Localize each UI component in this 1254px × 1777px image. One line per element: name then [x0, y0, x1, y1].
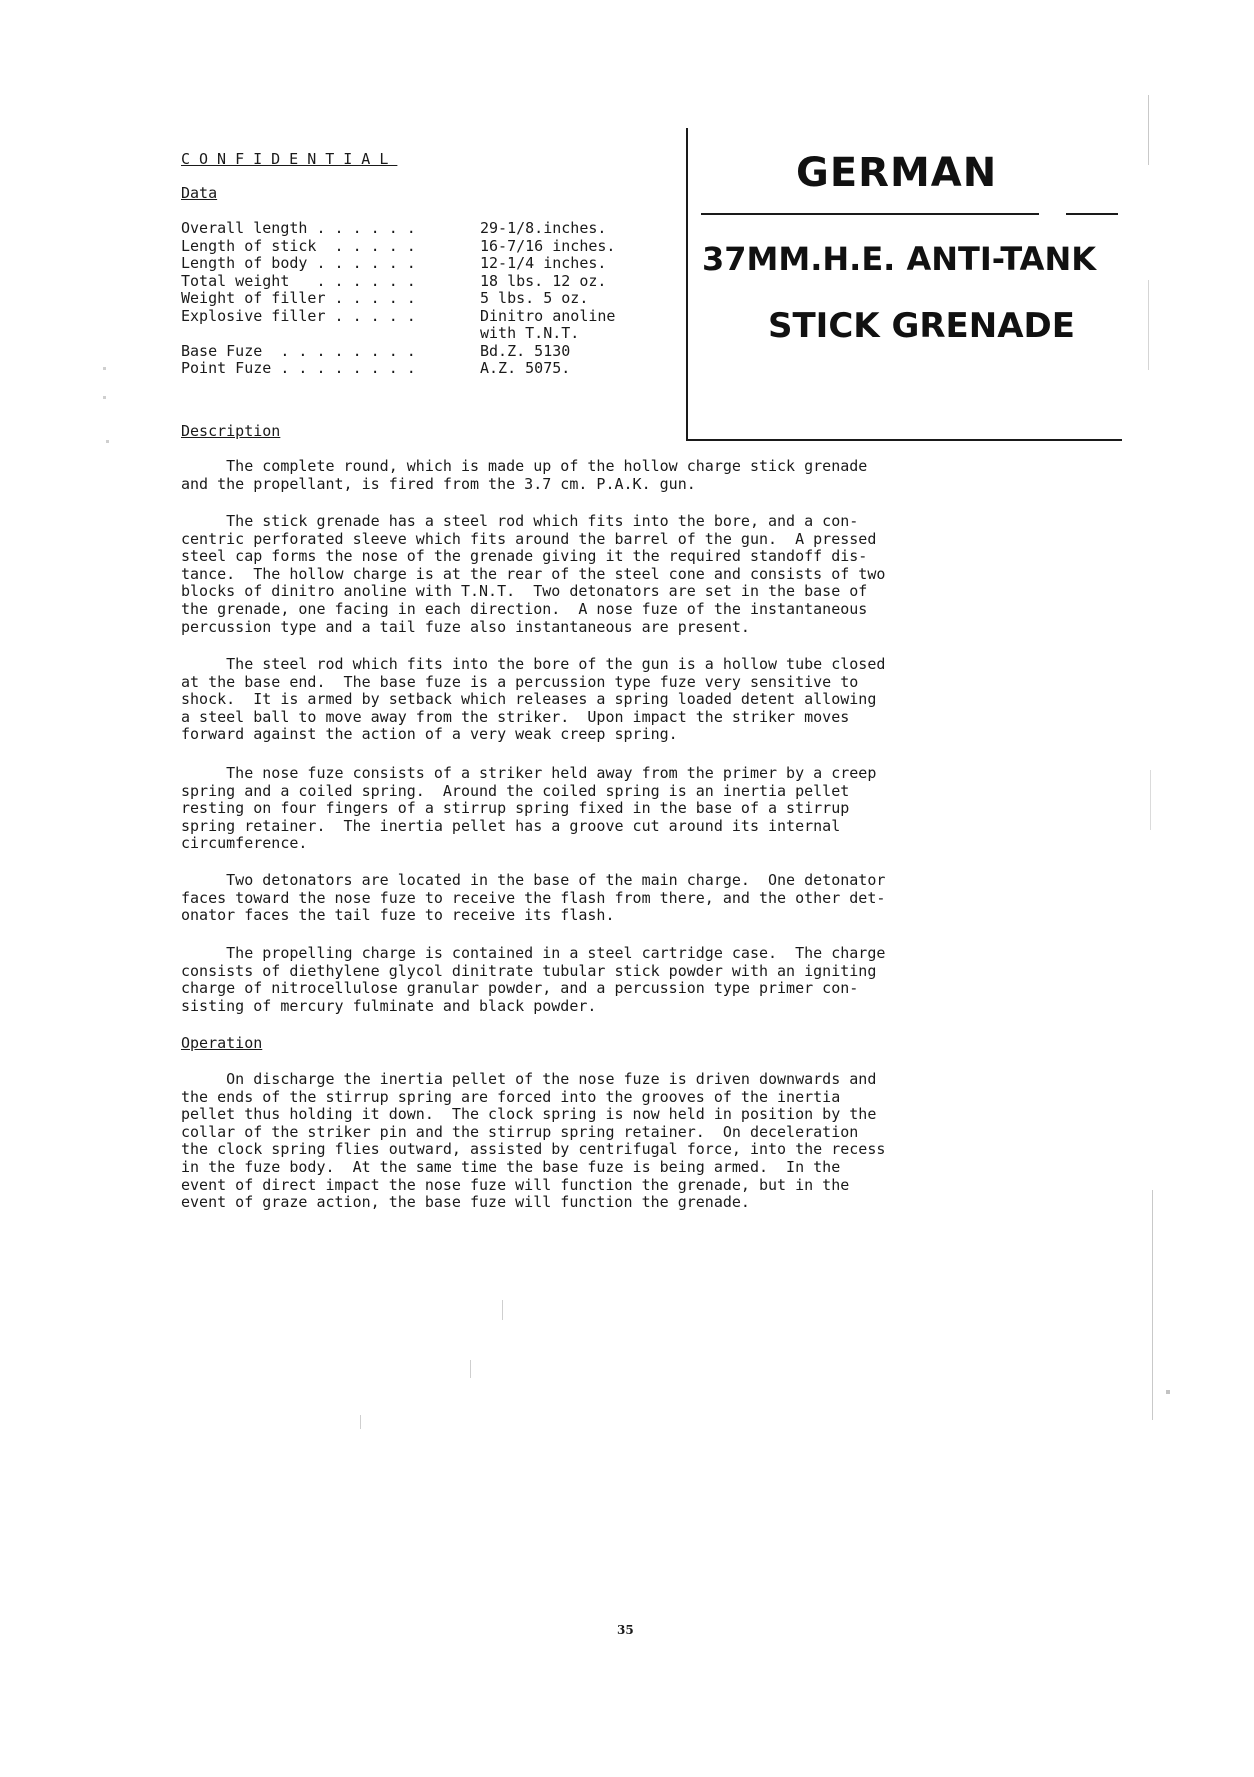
description-heading: Description: [181, 422, 281, 440]
spec-value: A.Z. 5075.: [480, 359, 571, 377]
spec-label: [181, 325, 480, 343]
description-paragraph: The nose fuze consists of a striker held away from the primer by a creep spring and a coiled spring. Around the coiled spring is an inertia pellet resting on four fingers of a stirrup spring fixed in the base of a stirrup spring retainer. The inertia pellet has a groove cut around its internal circumference.: [181, 764, 877, 853]
classification-label: CONFIDENTIAL: [181, 150, 398, 168]
title-rule-short: [1066, 213, 1118, 215]
title-munition-type: 37MM.H.E. ANTI-TANK: [702, 240, 1097, 278]
operation-heading: Operation: [181, 1034, 263, 1052]
scan-artifact: [103, 367, 106, 370]
spec-row: [181, 360, 690, 378]
description-paragraph: The stick grenade has a steel rod which fits into the bore, and a con- centric perforated sleeve which fits around the barrel of the gun. A pressed steel cap forms the nose of the grenade giving it the required standoff dis- tance. The hollow charge is at the rear of the steel cone and consists of two blocks of dinitro anoline with T.N.T. Two detonators are set in the base of the grenade, one facing in each direction. A nose fuze of the instantaneous percussion type and a tail fuze also instantaneous are present.: [181, 512, 886, 636]
spec-label: Length of body . . . . . .: [181, 254, 416, 272]
spec-row: [181, 255, 690, 273]
scan-artifact: [1150, 770, 1151, 830]
spec-row: [181, 290, 690, 308]
spec-label: Base Fuze . . . . . . . .: [181, 341, 416, 360]
title-country: GERMAN: [796, 150, 998, 196]
spec-label: Length of stick . . . . .: [181, 236, 416, 255]
spec-row: [181, 325, 690, 343]
spec-row: [181, 273, 690, 291]
scan-artifact: [1148, 280, 1149, 370]
spec-row: [181, 220, 690, 238]
spec-row: [181, 343, 690, 361]
spec-row: [181, 308, 690, 326]
title-munition-name: STICK GRENADE: [768, 306, 1075, 346]
description-paragraph: The steel rod which fits into the bore of the gun is a hollow tube closed at the base end. The base fuze is a percussion type fuze very sensitive to shock. It is armed by setback which releases a spring loaded detent allowing a steel ball to move away from the striker. Upon impact the striker moves forward against the action of a very weak creep spring.: [181, 655, 886, 744]
scan-artifact: [1152, 1190, 1153, 1420]
description-paragraph: Two detonators are located in the base of the main charge. One detonator faces toward the nose fuze to receive the flash from there, and the other det- onator faces the tail fuze to receive its flash.: [181, 871, 886, 925]
operation-paragraph: On discharge the inertia pellet of the nose fuze is driven downwards and the ends of the stirrup spring are forced into the grooves of the inertia pellet thus holding it down. The clock spring is now held in position by the collar of the striker pin and the stirrup spring retainer. On deceleration the clock spring flies outward, assisted by centrifugal force, into the recess in the fuze body. At the same time the base fuze is being armed. In the event of direct impact the nose fuze will function the grenade, but in the event of graze action, the base fuze will function the grenade.: [181, 1070, 886, 1212]
scan-artifact: [106, 440, 109, 443]
spec-value: 5 lbs. 5 oz.: [480, 289, 589, 307]
scan-artifact: [360, 1415, 361, 1429]
spec-label: Overall length . . . . . .: [181, 219, 416, 237]
scan-artifact: [470, 1360, 471, 1378]
spec-value: Dinitro anoline: [480, 306, 616, 325]
scan-artifact: [103, 396, 106, 399]
data-heading: Data: [181, 184, 218, 202]
spec-label: Total weight . . . . . .: [181, 271, 416, 290]
title-box-bottom-border: [686, 439, 1122, 441]
description-paragraph: The propelling charge is contained in a steel cartridge case. The charge consists of diethylene glycol dinitrate tubular stick powder with an igniting charge of nitrocellulose granular powder, and a percussion type primer con- sisting of mercury fulminate and black powder.: [181, 944, 886, 1015]
spec-value: 12-1/4 inches.: [480, 254, 607, 272]
spec-table: [181, 220, 690, 378]
spec-value: with T.N.T.: [480, 324, 580, 342]
spec-value: 29-1/8.inches.: [480, 219, 607, 237]
description-paragraph: The complete round, which is made up of the hollow charge stick grenade and the propellant, is fired from the 3.7 cm. P.A.K. gun.: [181, 457, 868, 493]
spec-label: Point Fuze . . . . . . . .: [181, 359, 416, 377]
scan-artifact: [502, 1300, 503, 1320]
scan-artifact: [1166, 1390, 1170, 1394]
title-box-left-border: [686, 128, 688, 440]
spec-label: Weight of filler . . . . .: [181, 289, 416, 307]
page-number: 35: [617, 1623, 634, 1637]
spec-value: 16-7/16 inches.: [480, 236, 616, 255]
spec-value: 18 lbs. 12 oz.: [480, 271, 607, 290]
scan-artifact: [1148, 95, 1149, 165]
spec-label: Explosive filler . . . . .: [181, 306, 416, 325]
spec-value: Bd.Z. 5130: [480, 341, 571, 360]
title-rule: [701, 213, 1039, 215]
spec-row: [181, 238, 690, 256]
